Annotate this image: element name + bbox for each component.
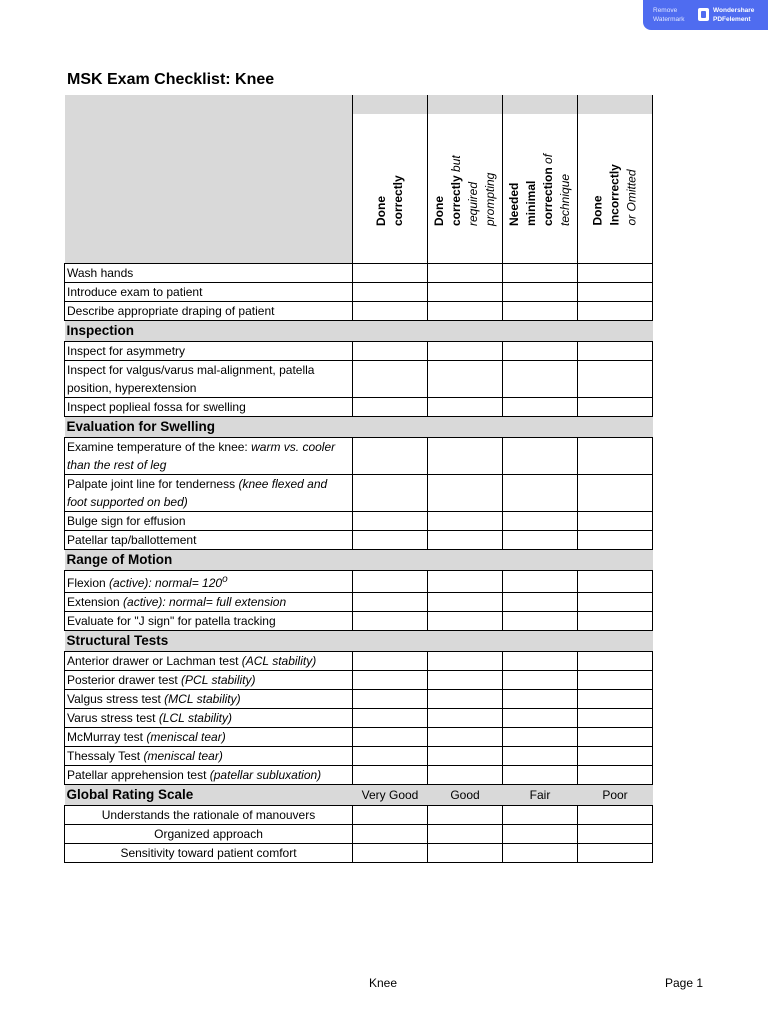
rating-checkbox-cell[interactable]: [428, 671, 503, 690]
rating-checkbox-cell[interactable]: [428, 747, 503, 766]
rating-checkbox-cell[interactable]: [353, 302, 428, 321]
rating-checkbox-cell[interactable]: [353, 844, 428, 863]
rating-checkbox-cell[interactable]: [503, 398, 578, 417]
section-header-row: [65, 631, 653, 652]
column-header-main: Done correctly: [374, 174, 405, 226]
checklist-item-label: [65, 438, 353, 475]
item-text: Examine temperature of the knee:: [67, 440, 252, 454]
checklist-row: [65, 652, 653, 671]
rating-checkbox-cell[interactable]: [503, 747, 578, 766]
column-header-main: Needed minimal correction: [507, 166, 555, 226]
rating-checkbox-cell[interactable]: [503, 612, 578, 631]
checklist-row: [65, 342, 653, 361]
rating-checkbox-cell[interactable]: [353, 571, 428, 593]
item-note: (PCL stability): [181, 673, 256, 687]
column-header-rest: but required prompting: [449, 154, 497, 226]
rating-checkbox-cell[interactable]: [428, 571, 503, 593]
remove-watermark-label[interactable]: [653, 6, 685, 24]
global-rating-title: Global Rating Scale: [65, 785, 353, 806]
footer-center: Knee: [369, 976, 398, 990]
item-note: (patellar subluxation): [209, 768, 322, 782]
item-note: (meniscal tear): [146, 730, 226, 744]
item-note: (MCL stability): [164, 692, 241, 706]
column-header-main: Done Incorrectly: [590, 164, 622, 226]
rating-checkbox-cell[interactable]: [428, 302, 503, 321]
watermark-banner[interactable]: [643, 0, 768, 30]
item-text: Inspect for asymmetry: [67, 344, 186, 358]
section-title: Evaluation for Swelling: [65, 417, 653, 438]
rating-checkbox-cell[interactable]: [503, 531, 578, 550]
checklist-row: [65, 283, 653, 302]
item-note: (meniscal tear): [143, 749, 223, 763]
rating-checkbox-cell[interactable]: [353, 512, 428, 531]
checklist-row: [65, 398, 653, 417]
rating-checkbox-cell[interactable]: [353, 593, 428, 612]
rating-checkbox-cell[interactable]: [578, 593, 653, 612]
rating-checkbox-cell[interactable]: [353, 728, 428, 747]
item-text: Inspect poplieal fossa for swelling: [67, 400, 246, 414]
global-rating-column-header: Poor: [578, 785, 653, 806]
column-header: [578, 95, 653, 264]
rating-checkbox-cell[interactable]: [353, 398, 428, 417]
checklist-row: [65, 438, 653, 475]
section-header-row: [65, 321, 653, 342]
rating-checkbox-cell[interactable]: [503, 361, 578, 398]
column-header-rest: of technique: [541, 153, 572, 226]
checklist-row: [65, 531, 653, 550]
checklist-item-label: [65, 671, 353, 690]
checklist-table: [64, 95, 653, 863]
rating-checkbox-cell[interactable]: [503, 475, 578, 512]
section-header-row: [65, 417, 653, 438]
rating-checkbox-cell[interactable]: [428, 264, 503, 283]
rating-checkbox-cell[interactable]: [428, 361, 503, 398]
column-header-inner: [373, 152, 407, 226]
rating-checkbox-cell[interactable]: [578, 302, 653, 321]
column-header-rest: or Omitted: [624, 169, 639, 226]
item-note: (knee flexed and foot supported on bed): [67, 477, 328, 509]
checklist-row: [65, 671, 653, 690]
rating-checkbox-cell[interactable]: [353, 766, 428, 785]
rating-checkbox-cell[interactable]: [578, 690, 653, 709]
item-text: Valgus stress test: [67, 692, 165, 706]
item-text: McMurray test: [67, 730, 147, 744]
rating-checkbox-cell[interactable]: [578, 438, 653, 475]
rating-checkbox-cell[interactable]: [428, 531, 503, 550]
rating-checkbox-cell[interactable]: [578, 342, 653, 361]
footer-page-number: Page 1: [665, 976, 704, 990]
rating-checkbox-cell[interactable]: [503, 283, 578, 302]
header-blank-cell: [65, 95, 353, 264]
rating-checkbox-cell[interactable]: [428, 593, 503, 612]
rating-checkbox-cell[interactable]: [503, 302, 578, 321]
rating-checkbox-cell[interactable]: [353, 531, 428, 550]
checklist-row: [65, 571, 653, 593]
checklist-row: [65, 264, 653, 283]
rating-checkbox-cell[interactable]: [578, 806, 653, 825]
rating-checkbox-cell[interactable]: [578, 283, 653, 302]
rating-checkbox-cell[interactable]: [503, 652, 578, 671]
global-rating-row: [65, 825, 653, 844]
checklist-row: [65, 302, 653, 321]
rating-checkbox-cell[interactable]: [503, 709, 578, 728]
rating-checkbox-cell[interactable]: [428, 766, 503, 785]
rating-checkbox-cell[interactable]: [503, 766, 578, 785]
item-text: Patellar apprehension test: [67, 768, 210, 782]
checklist-item-label: [65, 728, 353, 747]
header-shade: [578, 95, 652, 114]
rating-checkbox-cell[interactable]: [353, 475, 428, 512]
item-text: Anterior drawer or Lachman test: [67, 654, 242, 668]
brand-line2: PDFelement: [713, 16, 751, 23]
rating-checkbox-cell[interactable]: [428, 342, 503, 361]
rating-checkbox-cell[interactable]: [578, 361, 653, 398]
rating-checkbox-cell[interactable]: [353, 361, 428, 398]
rating-checkbox-cell[interactable]: [428, 652, 503, 671]
watermark-line2: Watermark: [653, 16, 685, 23]
rating-checkbox-cell[interactable]: [503, 806, 578, 825]
global-rating-row: [65, 806, 653, 825]
rating-checkbox-cell[interactable]: [353, 283, 428, 302]
rating-checkbox-cell[interactable]: [353, 747, 428, 766]
rating-checkbox-cell[interactable]: [428, 690, 503, 709]
item-text: Varus stress test: [67, 711, 159, 725]
checklist-item-label: [65, 652, 353, 671]
global-rating-item-label: Understands the rationale of manouvers: [65, 806, 353, 825]
item-text: Palpate joint line for tenderness: [67, 477, 239, 491]
checklist-item-label: [65, 512, 353, 531]
rating-checkbox-cell[interactable]: [503, 728, 578, 747]
column-header-inner: [506, 152, 574, 226]
item-text: Wash hands: [67, 266, 134, 280]
checklist-row: [65, 728, 653, 747]
column-header-inner: [431, 152, 499, 226]
rating-checkbox-cell[interactable]: [428, 728, 503, 747]
column-header: [503, 95, 578, 264]
rating-checkbox-cell[interactable]: [353, 342, 428, 361]
checklist-row: [65, 709, 653, 728]
rating-checkbox-cell[interactable]: [578, 571, 653, 593]
rating-checkbox-cell[interactable]: [503, 844, 578, 863]
checklist-item-label: [65, 361, 353, 398]
rating-checkbox-cell[interactable]: [503, 342, 578, 361]
item-text: Bulge sign for effusion: [67, 514, 186, 528]
checklist-item-label: [65, 475, 353, 512]
checklist-item-label: [65, 398, 353, 417]
rating-checkbox-cell[interactable]: [503, 571, 578, 593]
rating-checkbox-cell[interactable]: [428, 438, 503, 475]
section-header-row: [65, 550, 653, 571]
column-header-main: Done correctly: [432, 174, 463, 226]
column-header: [428, 95, 503, 264]
item-text: Flexion: [67, 576, 110, 590]
checklist-item-label: [65, 709, 353, 728]
checklist-item-label: [65, 690, 353, 709]
item-text: Patellar tap/ballottement: [67, 533, 197, 547]
item-text: Evaluate for "J sign" for patella tracking: [67, 614, 276, 628]
item-note: (LCL stability): [158, 711, 232, 725]
rating-checkbox-cell[interactable]: [428, 825, 503, 844]
section-title: Structural Tests: [65, 631, 653, 652]
rating-checkbox-cell[interactable]: [578, 398, 653, 417]
item-note: (active): normal= 120: [109, 576, 223, 590]
checklist-item-label: [65, 747, 353, 766]
checklist-item-label: [65, 264, 353, 283]
rating-checkbox-cell[interactable]: [578, 264, 653, 283]
rating-checkbox-cell[interactable]: [428, 612, 503, 631]
checklist-row: [65, 475, 653, 512]
rating-checkbox-cell[interactable]: [578, 612, 653, 631]
rating-checkbox-cell[interactable]: [578, 475, 653, 512]
header-shade: [353, 95, 427, 114]
item-note: (ACL stability): [241, 654, 317, 668]
rating-checkbox-cell[interactable]: [353, 709, 428, 728]
rating-checkbox-cell[interactable]: [503, 671, 578, 690]
brand-label: [713, 6, 754, 24]
header-shade: [503, 95, 577, 114]
rating-checkbox-cell[interactable]: [353, 612, 428, 631]
rating-checkbox-cell[interactable]: [503, 825, 578, 844]
header-shade: [428, 95, 502, 114]
column-header-text: [353, 114, 427, 263]
section-title: Range of Motion: [65, 550, 653, 571]
column-header: [353, 95, 428, 264]
rating-checkbox-cell[interactable]: [578, 825, 653, 844]
column-header-inner: [590, 152, 641, 226]
global-rating-row: [65, 844, 653, 863]
rating-checkbox-cell[interactable]: [578, 766, 653, 785]
rating-checkbox-cell[interactable]: [503, 264, 578, 283]
item-text: Introduce exam to patient: [67, 285, 203, 299]
global-rating-item-label: Sensitivity toward patient comfort: [65, 844, 353, 863]
checklist-item-label: [65, 593, 353, 612]
rating-checkbox-cell[interactable]: [503, 690, 578, 709]
rating-checkbox-cell[interactable]: [353, 438, 428, 475]
checklist-row: [65, 690, 653, 709]
rating-checkbox-cell[interactable]: [578, 728, 653, 747]
rating-checkbox-cell[interactable]: [428, 283, 503, 302]
pdfelement-logo-icon: [698, 8, 709, 21]
rating-checkbox-cell[interactable]: [578, 531, 653, 550]
rating-checkbox-cell[interactable]: [578, 652, 653, 671]
item-note: (active): normal= full extension: [123, 595, 287, 609]
rating-checkbox-cell[interactable]: [428, 806, 503, 825]
checklist-row: [65, 766, 653, 785]
rating-checkbox-cell[interactable]: [428, 512, 503, 531]
rating-checkbox-cell[interactable]: [503, 438, 578, 475]
item-note: warm vs. cooler than the rest of leg: [67, 440, 336, 472]
rating-checkbox-cell[interactable]: [353, 671, 428, 690]
column-header-text: [428, 114, 502, 263]
page-title: MSK Exam Checklist: Knee: [67, 71, 275, 88]
brand-line1: Wondershare: [713, 7, 755, 14]
section-title: Inspection: [65, 321, 653, 342]
checklist-row: [65, 747, 653, 766]
rating-checkbox-cell[interactable]: [353, 690, 428, 709]
watermark-line1: Remove: [653, 7, 678, 14]
checklist-row: [65, 361, 653, 398]
global-rating-column-header: Fair: [503, 785, 578, 806]
rating-checkbox-cell[interactable]: [428, 844, 503, 863]
column-header-row: [65, 95, 653, 264]
column-header-text: [503, 114, 577, 263]
rating-checkbox-cell[interactable]: [503, 593, 578, 612]
item-text: Inspect for valgus/varus mal-alignment, patella position, hyperextension: [67, 363, 315, 395]
degree-superscript: o: [222, 574, 228, 585]
checklist-row: [65, 512, 653, 531]
checklist-item-label: [65, 571, 353, 593]
column-header-text: [578, 114, 652, 263]
rating-checkbox-cell[interactable]: [428, 709, 503, 728]
checklist-item-label: [65, 342, 353, 361]
rating-checkbox-cell[interactable]: [503, 512, 578, 531]
rating-checkbox-cell[interactable]: [578, 709, 653, 728]
rating-checkbox-cell[interactable]: [578, 512, 653, 531]
checklist-item-label: [65, 612, 353, 631]
checklist-item-label: [65, 531, 353, 550]
rating-checkbox-cell[interactable]: [353, 264, 428, 283]
rating-checkbox-cell[interactable]: [353, 825, 428, 844]
item-text: Thessaly Test: [67, 749, 144, 763]
global-rating-column-header: Very Good: [353, 785, 428, 806]
rating-checkbox-cell[interactable]: [428, 475, 503, 512]
checklist-item-label: [65, 283, 353, 302]
global-rating-item-label: Organized approach: [65, 825, 353, 844]
rating-checkbox-cell[interactable]: [353, 806, 428, 825]
item-text: Describe appropriate draping of patient: [67, 304, 275, 318]
global-rating-header-row: [65, 785, 653, 806]
rating-checkbox-cell[interactable]: [428, 398, 503, 417]
checklist-row: [65, 593, 653, 612]
checklist-row: [65, 612, 653, 631]
item-text: Posterior drawer test: [67, 673, 182, 687]
rating-checkbox-cell[interactable]: [578, 671, 653, 690]
rating-checkbox-cell[interactable]: [578, 844, 653, 863]
checklist-item-label: [65, 302, 353, 321]
item-text: Extension: [67, 595, 124, 609]
checklist-item-label: [65, 766, 353, 785]
global-rating-column-header: Good: [428, 785, 503, 806]
rating-checkbox-cell[interactable]: [353, 652, 428, 671]
rating-checkbox-cell[interactable]: [578, 747, 653, 766]
